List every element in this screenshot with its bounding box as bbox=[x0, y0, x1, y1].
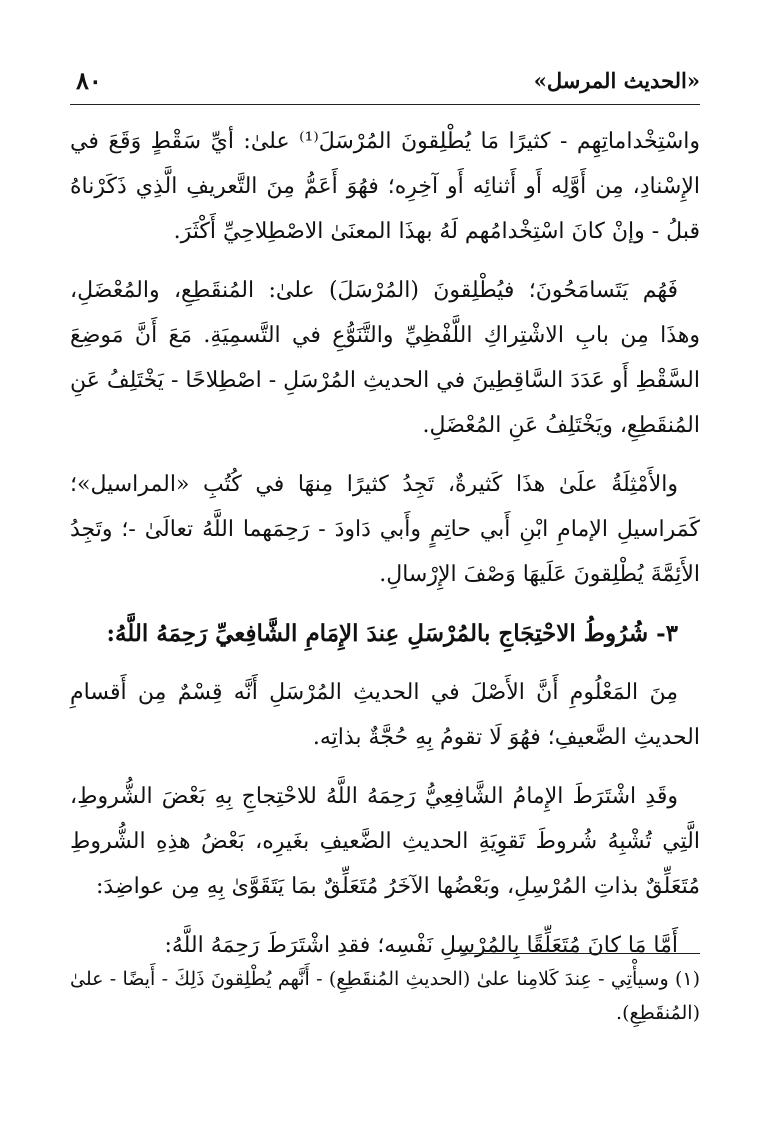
paragraph: والأَمْثِلَةُ علَىٰ هذَا كَثيرةٌ، تَجِدُ كثيرًا مِنهَا في كُتُبِ «المراسيل»؛ كَمَراسيلِ الإمامِ ابْنِ أَبي حاتِمٍ وأَبي دَاودَ - رَحِمَهما اللَّهُ تعالَىٰ -؛ وتَجِدُ الأَئِمَّةَ يُطْلِقونَ عَلَيهَا وَصْفَ الإِرْسالِ. bbox=[70, 472, 700, 587]
section-heading: ٣- شُرُوطُ الاحْتِجَاجِ بالمُرْسَلِ عِندَ الإِمَامِ الشَّافِعيِّ رَحِمَهُ اللَّهُ: bbox=[106, 620, 678, 647]
book-page bbox=[70, 60, 700, 1070]
footnote: (١) وسيأْتِي - عِندَ كَلامِنا علىٰ (الحديثِ المُنقَطِعِ) - أَنَّهم يُطْلِقونَ ذَلِكَ - أَيضًا - علىٰ (المُنقَطِعِ). bbox=[70, 968, 700, 1024]
running-title: «الحديث المرسل» bbox=[533, 68, 700, 93]
paragraph: واسْتِخْداماتِهِم - كثيرًا مَا يُطْلِقونَ المُرْسَلَ⁽¹⁾ علىٰ: أيِّ سَقْطٍ وَقَعَ في الإِسْنادِ، مِن أَوَّلِه أَو أَثنائِه أَو آخِرِه؛ فهُوَ أَعَمُّ مِنَ التَّعريفِ الَّذِي ذَكَرْناهُ قبلُ - وإنْ كانَ اسْتِخْدامُهم لَهُ بهذَا المعنَىٰ الاصْطِلاحِيِّ أَكْثَرَ. bbox=[70, 129, 700, 244]
paragraph: وقَدِ اشْتَرَطَ الإِمامُ الشَّافِعِيُّ رَحِمَهُ اللَّهُ للاحْتِجاجِ بِهِ بَعْضَ الشُّروطِ، الَّتِي تُشْبِهُ شُروطَ تَقوِيَةِ الحديثِ الضَّعيفِ بغَيرِه، بَعْضُ هذِهِ الشُّروطِ مُتَعَلِّقٌ بذاتِ المُرْسِلِ، وبَعْضُها الآخَرُ مُتَعَلِّقٌ بمَا يَتَقَوَّىٰ بِهِ مِن عواضِدَ: bbox=[70, 784, 700, 899]
paragraph: مِنَ المَعْلُومِ أَنَّ الأَصْلَ في الحديثِ المُرْسَلِ أَنَّه قِسْمٌ مِن أَقسامِ الحديثِ الضَّعيفِ؛ فهُوَ لَا تقومُ بِهِ حُجَّةٌ بذاتِه. bbox=[70, 680, 700, 750]
footnote-divider bbox=[460, 953, 700, 954]
paragraph: فَهُم يَتَسامَحُونَ؛ فيُطْلِقونَ (المُرْسَلَ) علىٰ: المُنقَطِعِ، والمُعْضَلِ، وهذَا مِن بابِ الاشْتِراكِ اللَّفْظِيِّ والتَّنَوُّعِ في التَّسمِيَةِ. مَعَ أَنَّ مَوضِعَ السَّقْطِ أَو عَدَدَ السَّاقِطِينَ في الحديثِ المُرْسَلِ - اصْطِلاحًا - يَخْتَلِفُ عَنِ المُنقَطِعِ، ويَخْتَلِفُ عَنِ المُعْضَلِ. bbox=[70, 278, 700, 438]
body-text bbox=[70, 119, 700, 968]
paragraph: أَمَّا مَا كانَ مُتَعَلِّقًا بِالمُرْسِلِ نَفْسِه؛ فقدِ اشْتَرَطَ رَحِمَهُ اللَّهُ: bbox=[164, 933, 678, 958]
running-header bbox=[70, 60, 700, 105]
page-number: ٨٠ bbox=[76, 66, 102, 95]
